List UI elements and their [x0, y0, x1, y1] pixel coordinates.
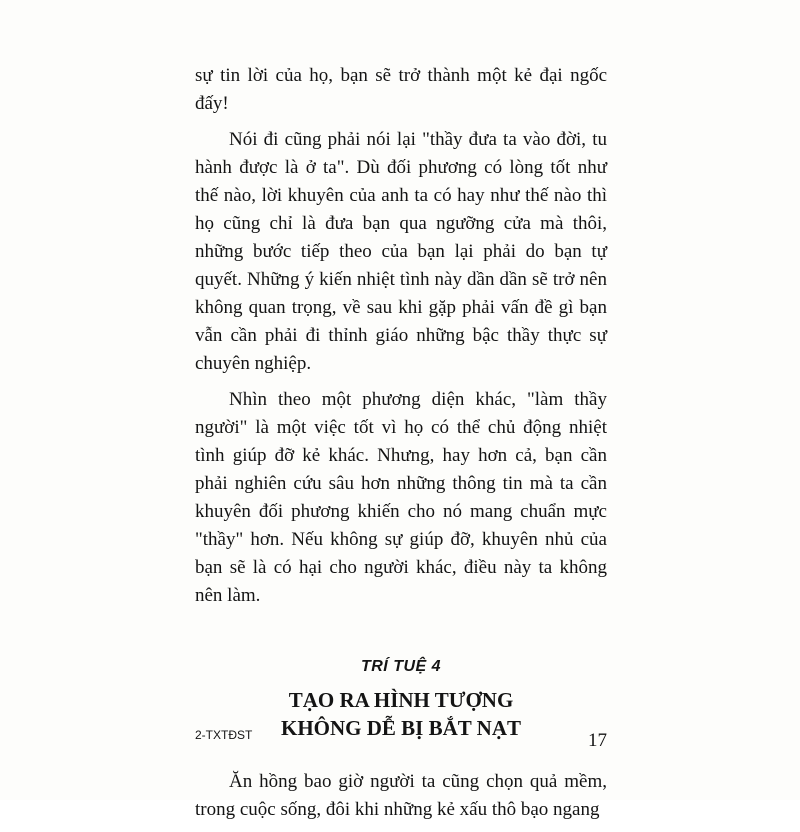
chapter-title [195, 686, 607, 742]
signature-code: 2-TXTĐST [195, 728, 253, 742]
paragraph-opening: Ăn hồng bao giờ người ta cũng chọn quả mềm, trong cuộc sống, đôi khi những kẻ xấu thô bạo ngang [195, 771, 607, 820]
chapter-title-line-1: TẠO RA HÌNH TƯỢNG [288, 688, 514, 712]
page-body [195, 62, 607, 832]
paragraph: Nhìn theo một phương diện khác, "làm thầy người" là một việc tốt vì họ có thể chủ động nhiệt tình giúp đỡ kẻ khác. Nhưng, hay hơn cả, bạn cần phải nghiên cứu sâu hơn những thông tin mà ta cần khuyên đối phương khiến cho nó mang chuẩn mực "thầy" hơn. Nếu không sự giúp đỡ, khuyên nhủ của bạn sẽ là có hại cho người khác, điều này ta không nên làm. [195, 389, 607, 606]
paragraph: Nói đi cũng phải nói lại "thầy đưa ta vào đời, tu hành được là ở ta". Dù đối phương có lòng tốt như thế nào, lời khuyên của anh ta có hay như thế nào thì họ cũng chỉ là đưa bạn qua ngưỡng cửa mà thôi, những bước tiếp theo của bạn lại phải do bạn tự quyết. Những ý kiến nhiệt tình này dần dần sẽ trở nên không quan trọng, về sau khi gặp phải vấn đề gì bạn vẫn cần phải đi thỉnh giáo những bậc thầy thực sự chuyên nghiệp. [195, 129, 607, 374]
chapter-title-line-2: KHÔNG DỄ BỊ BẮT NẠT [281, 716, 521, 740]
chapter-label: TRÍ TUỆ 4 [360, 658, 442, 675]
page-number: 17 [588, 730, 607, 751]
paragraph-continued: sự tin lời của họ, bạn sẽ trở thành một kẻ đại ngốc đấy! [195, 65, 607, 114]
